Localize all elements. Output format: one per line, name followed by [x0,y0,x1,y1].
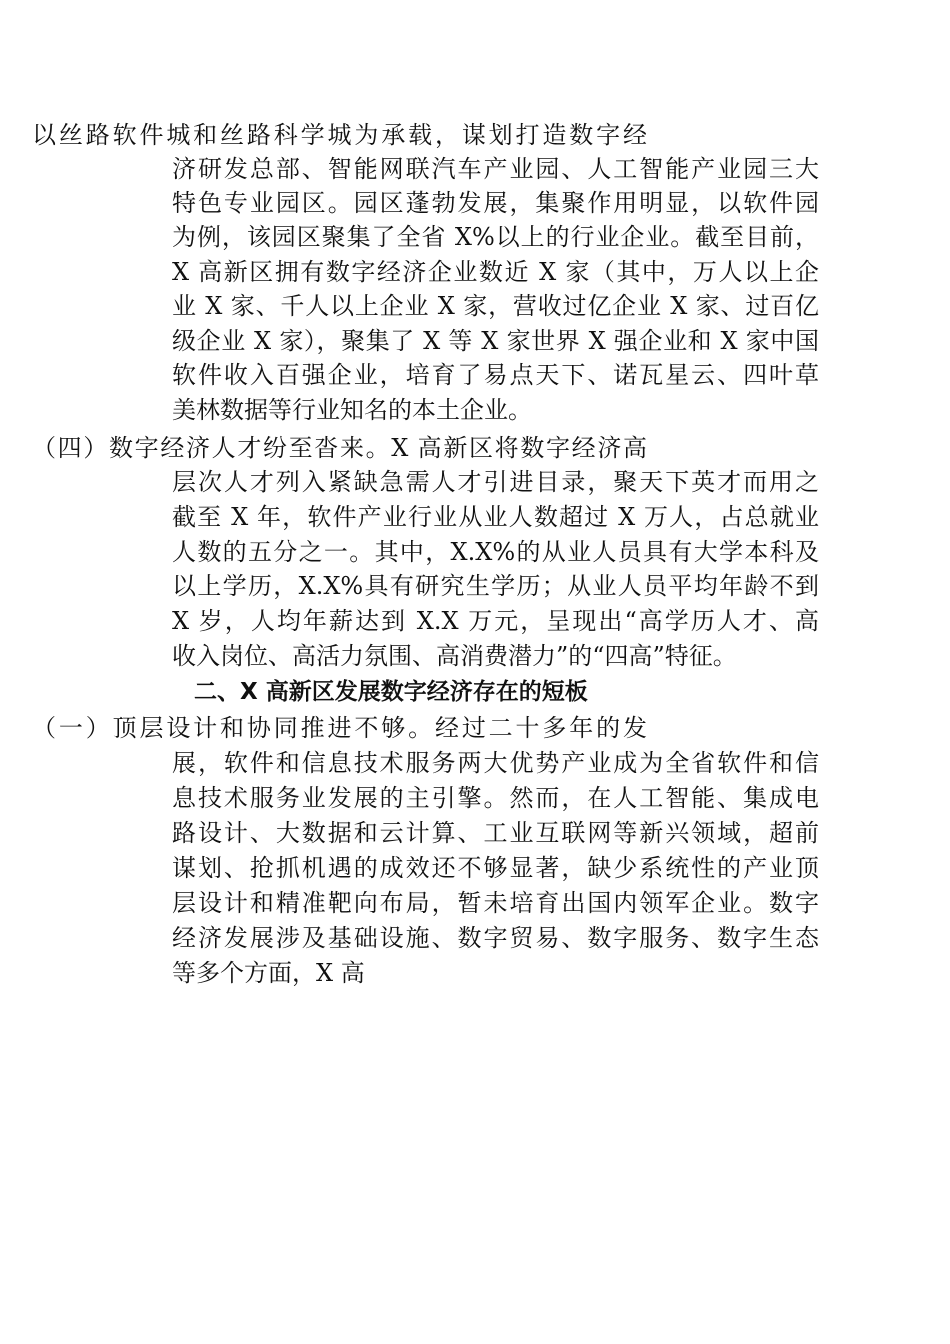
text-line-content: 层设计和精准靶向布局，暂未培育出国内领军企业。数字 [172,889,819,917]
text-line [0,604,950,638]
section-heading [0,675,950,709]
text-line-content: 美林数据等行业知名的本土企业。 [172,396,532,424]
text-line [0,393,950,427]
text-line-content: （四）数字经济人才纷至沓来。X 高新区将数字经济高 [32,434,647,462]
text-line-content: 展，软件和信息技术服务两大优势产业成为全省软件和信 [172,749,819,777]
text-line-content: 经济发展涉及基础设施、数字贸易、数字服务、数字生态 [172,924,819,952]
text-line-content: 软件收入百强企业，培育了易点天下、诺瓦星云、四叶草 [172,361,819,389]
text-line [0,851,950,885]
text-line [0,746,950,780]
text-line-content: 收入岗位、高活力氛围、高消费潜力”的“四高”特征。 [172,642,737,670]
text-line-content: 谋划、抢抓机遇的成效还不够显著，缺少系统性的产业顶 [172,854,819,882]
text-line-content: （一）顶层设计和协同推进不够。经过二十多年的发 [32,714,647,742]
text-line [0,535,950,569]
text-line-content: X 高新区拥有数字经济企业数近 X 家（其中，万人以上企 [172,258,819,286]
text-line-content: 路设计、大数据和云计算、工业互联网等新兴领域，超前 [172,819,819,847]
text-line-content: 等多个方面，X 高 [172,959,365,987]
text-line [0,358,950,392]
section-heading-text: 二、X 高新区发展数字经济存在的短板 [194,679,588,705]
text-line [0,781,950,815]
text-line-content: 以丝路软件城和丝路科学城为承载，谋划打造数字经 [32,121,647,149]
text-line [0,289,950,323]
text-line-content: 特色专业园区。园区蓬勃发展，集聚作用明显，以软件园 [172,189,819,217]
text-line [0,324,950,358]
text-line [0,569,950,603]
text-line [0,186,950,220]
text-line [0,500,950,534]
text-line [0,956,950,990]
text-line [0,816,950,850]
text-line [0,255,950,289]
text-line-content: 业 X 家、千人以上企业 X 家，营收过亿企业 X 家、过百亿 [172,292,819,320]
text-line [0,921,950,955]
text-line-content: 为例，该园区聚集了全省 X%以上的行业企业。截至目前， [172,223,819,251]
text-line [0,639,950,673]
text-line-content: 息技术服务业发展的主引擎。然而，在人工智能、集成电 [172,784,819,812]
text-line [0,152,950,186]
text-line-content: 截至 X 年，软件产业行业从业人数超过 X 万人，占总就业 [172,503,819,531]
text-line-content: 级企业 X 家），聚集了 X 等 X 家世界 X 强企业和 X 家中国 [172,327,819,355]
text-line-content: 层次人才列入紧缺急需人才引进目录，聚天下英才而用之 [172,468,819,496]
text-line [0,465,950,499]
text-line [0,431,950,465]
text-line-content: X 岁，人均年薪达到 X.X 万元，呈现出“高学历人才、高 [172,607,819,635]
text-line-content: 济研发总部、智能网联汽车产业园、人工智能产业园三大 [172,155,819,183]
text-line [0,711,950,745]
text-line [0,220,950,254]
text-line [0,118,950,152]
text-line-content: 以上学历，X.X%具有研究生学历；从业人员平均年龄不到 [172,572,819,600]
text-line-content: 人数的五分之一。其中，X.X%的从业人员具有大学本科及 [172,538,819,566]
text-line [0,886,950,920]
